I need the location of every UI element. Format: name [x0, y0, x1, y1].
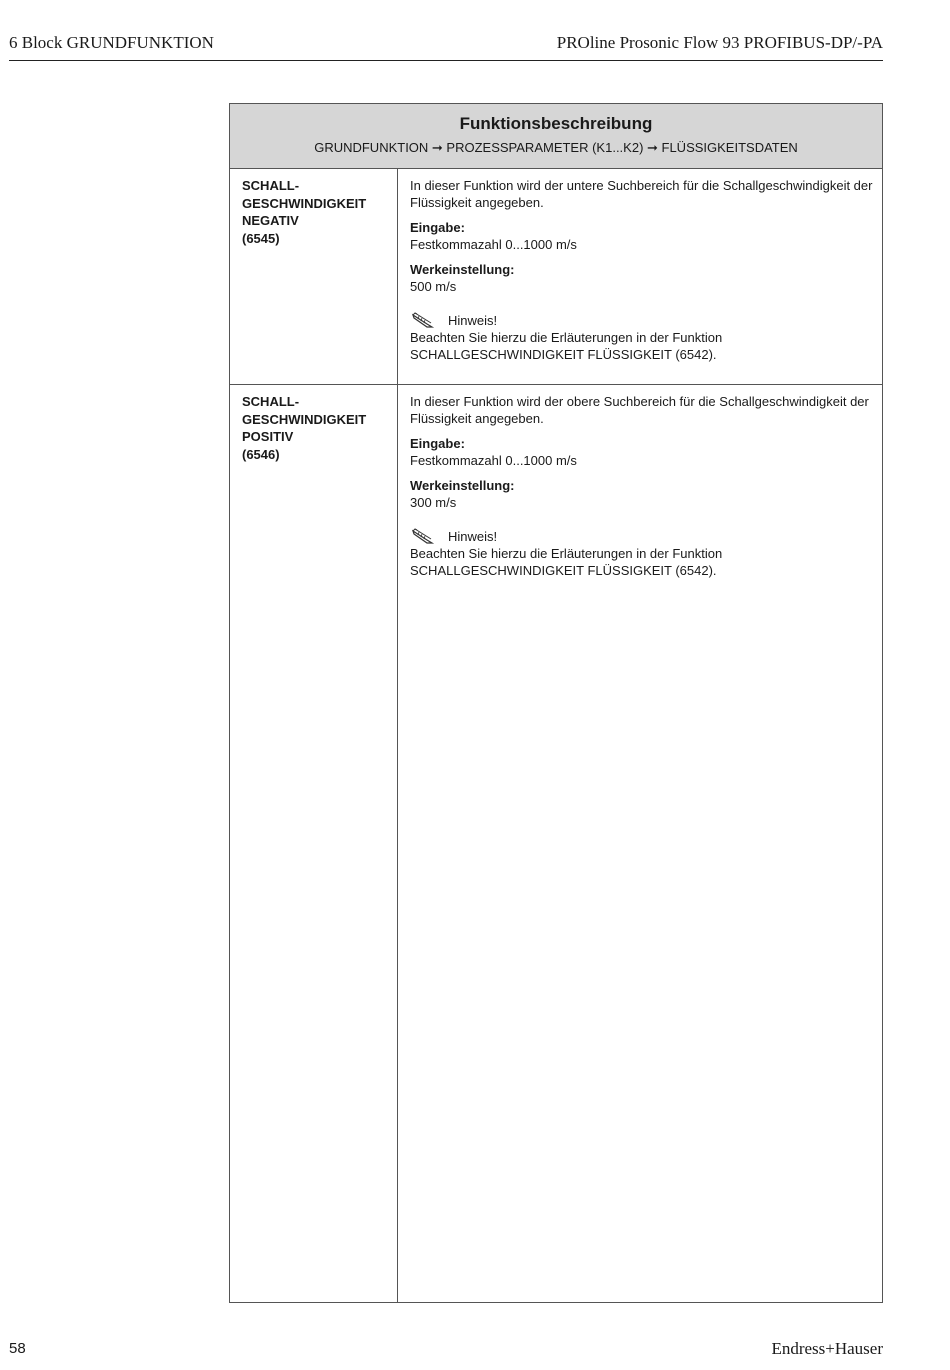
- input-label: Eingabe:: [410, 220, 465, 235]
- input-value: Festkommazahl 0...1000 m/s: [410, 237, 577, 252]
- function-name-line: GESCHWINDIGKEIT: [242, 195, 367, 211]
- default-label: Werkeinstellung:: [410, 478, 515, 493]
- brand-logo-text: Endress+Hauser: [771, 1339, 883, 1358]
- function-name: [242, 177, 390, 247]
- page-header: [9, 30, 883, 61]
- function-code: (6546): [242, 446, 280, 462]
- note-block: [410, 311, 876, 363]
- function-name-line: GESCHWINDIGKEIT: [242, 411, 367, 427]
- chapter-title: 6 Block GRUNDFUNKTION: [9, 33, 214, 52]
- note-text: SCHALLGESCHWINDIGKEIT FLÜSSIGKEIT (6542).: [410, 563, 717, 578]
- function-name-line: SCHALL-: [242, 178, 300, 193]
- input-value: Festkommazahl 0...1000 m/s: [410, 453, 577, 468]
- note-text: SCHALLGESCHWINDIGKEIT FLÜSSIGKEIT (6542).: [410, 347, 717, 362]
- menu-path: GRUNDFUNKTION ➞ PROZESSPARAMETER (K1...K2) ➞ FLÜSSIGKEITSDATEN: [314, 140, 798, 155]
- table-row: [230, 169, 882, 385]
- input-label: Eingabe:: [410, 436, 465, 451]
- function-table: [229, 103, 883, 1303]
- function-name-line: POSITIV: [242, 429, 294, 444]
- default-value: 300 m/s: [410, 495, 457, 510]
- description-text: In dieser Funktion wird der untere Suchbereich für die Schallgeschwindigkeit der Flüssigkeit angegeben.: [410, 178, 873, 210]
- description-text: In dieser Funktion wird der obere Suchbereich für die Schallgeschwindigkeit der Flüssigkeit angegeben.: [410, 394, 869, 426]
- table-title: Funktionsbeschreibung: [459, 114, 653, 133]
- document-title: PROline Prosonic Flow 93 PROFIBUS-DP/-PA: [556, 33, 883, 52]
- note-block: [410, 527, 876, 579]
- note-text: Beachten Sie hierzu die Erläuterungen in der Funktion: [410, 546, 723, 561]
- default-value: 500 m/s: [410, 279, 457, 294]
- function-name-line: SCHALL-: [242, 394, 300, 409]
- function-description: [410, 177, 876, 363]
- function-code: (6545): [242, 230, 280, 246]
- note-title: Hinweis!: [448, 528, 498, 544]
- default-label: Werkeinstellung:: [410, 262, 515, 277]
- pencil-icon: [410, 311, 436, 329]
- table-header: [230, 104, 882, 169]
- page-number: 58: [9, 1340, 26, 1357]
- pencil-icon: [410, 527, 436, 545]
- function-name: [242, 393, 390, 463]
- note-title: Hinweis!: [448, 312, 498, 328]
- function-name-line: NEGATIV: [242, 213, 299, 228]
- function-description: [410, 393, 876, 579]
- page-footer: [9, 1338, 883, 1362]
- note-text: Beachten Sie hierzu die Erläuterungen in der Funktion: [410, 330, 723, 345]
- table-row: [230, 385, 882, 785]
